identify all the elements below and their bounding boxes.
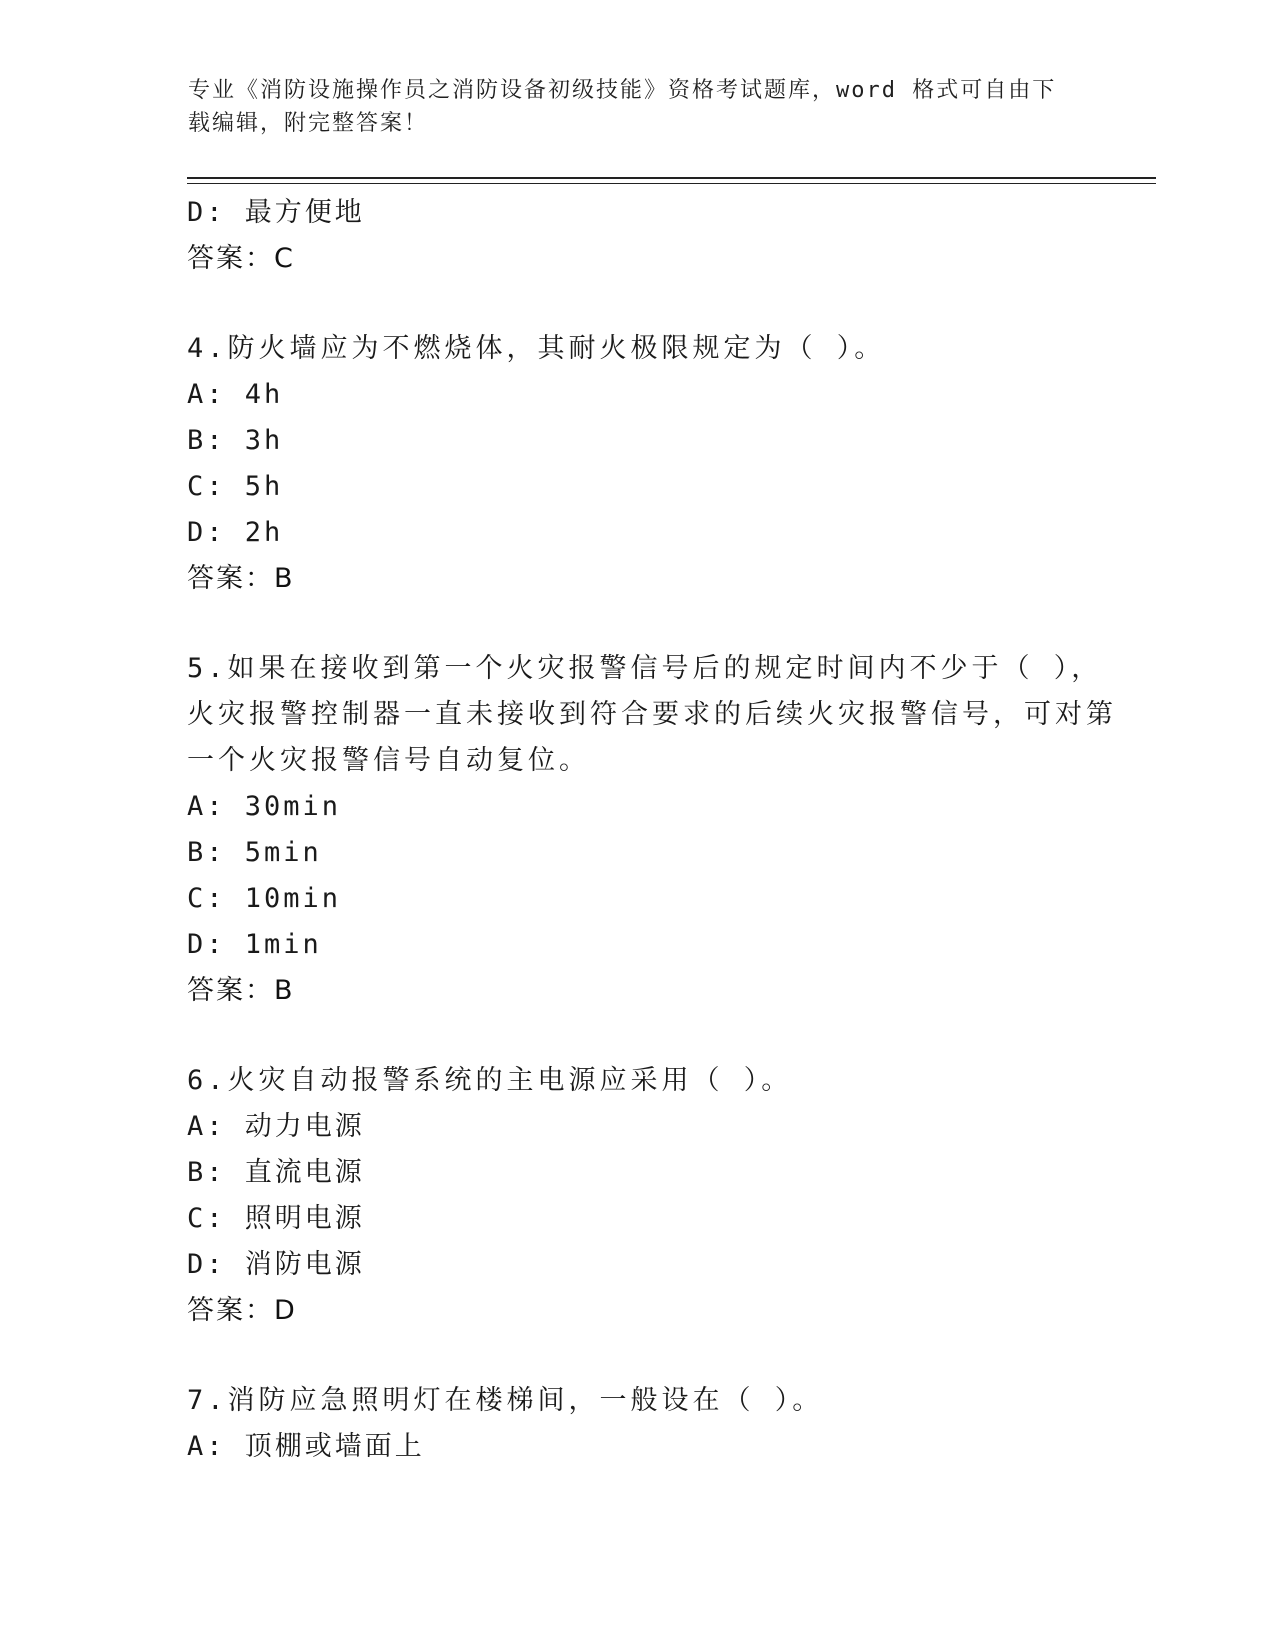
option-c: C: 照明电源 xyxy=(187,1203,365,1234)
option-c: C: 5h xyxy=(187,471,284,502)
question-5 xyxy=(187,646,1117,1014)
question-stem-line: 4.防火墙应为不燃烧体，其耐火极限规定为（ ）。 xyxy=(187,333,886,364)
spacer xyxy=(187,1014,1087,1058)
option-d: D: 2h xyxy=(187,517,284,548)
option-a: A: 顶棚或墙面上 xyxy=(187,1431,425,1462)
question-body xyxy=(187,190,1117,1470)
previous-answer: 答案：C xyxy=(187,243,295,274)
header-divider-top xyxy=(187,177,1156,179)
previous-option-d: D: 最方便地 xyxy=(187,197,365,228)
option-c: C: 10min xyxy=(187,883,342,914)
question-6 xyxy=(187,1058,1087,1334)
question-stem-line: 7.消防应急照明灯在楼梯间，一般设在（ ）。 xyxy=(187,1385,824,1416)
header-divider-bottom xyxy=(187,183,1156,184)
option-a: A: 动力电源 xyxy=(187,1111,365,1142)
option-b: B: 5min xyxy=(187,837,322,868)
question-4 xyxy=(187,326,1087,602)
question-stem-line: 火灾报警控制器一直未接收到符合要求的后续火灾报警信号，可对第 xyxy=(187,699,1117,730)
header-line-1: 专业《消防设施操作员之消防设备初级技能》资格考试题库，word 格式可自由下 xyxy=(188,78,1057,103)
answer: 答案：D xyxy=(187,1295,297,1326)
spacer xyxy=(187,602,1087,646)
option-d: D: 消防电源 xyxy=(187,1249,365,1280)
document-header xyxy=(188,74,1068,140)
question-7 xyxy=(187,1378,1087,1470)
answer: 答案：B xyxy=(187,975,295,1006)
header-line-2: 载编辑，附完整答案！ xyxy=(188,111,429,136)
question-stem-line: 6.火灾自动报警系统的主电源应采用（ ）。 xyxy=(187,1065,793,1096)
question-stem-line: 5.如果在接收到第一个火灾报警信号后的规定时间内不少于（ ）， xyxy=(187,653,1103,684)
question-stem-line: 一个火灾报警信号自动复位。 xyxy=(187,745,590,776)
option-b: B: 直流电源 xyxy=(187,1157,365,1188)
answer: 答案：B xyxy=(187,563,295,594)
option-d: D: 1min xyxy=(187,929,322,960)
option-a: A: 4h xyxy=(187,379,284,410)
spacer xyxy=(187,282,1087,326)
spacer xyxy=(187,1334,1087,1378)
option-b: B: 3h xyxy=(187,425,284,456)
option-a: A: 30min xyxy=(187,791,342,822)
